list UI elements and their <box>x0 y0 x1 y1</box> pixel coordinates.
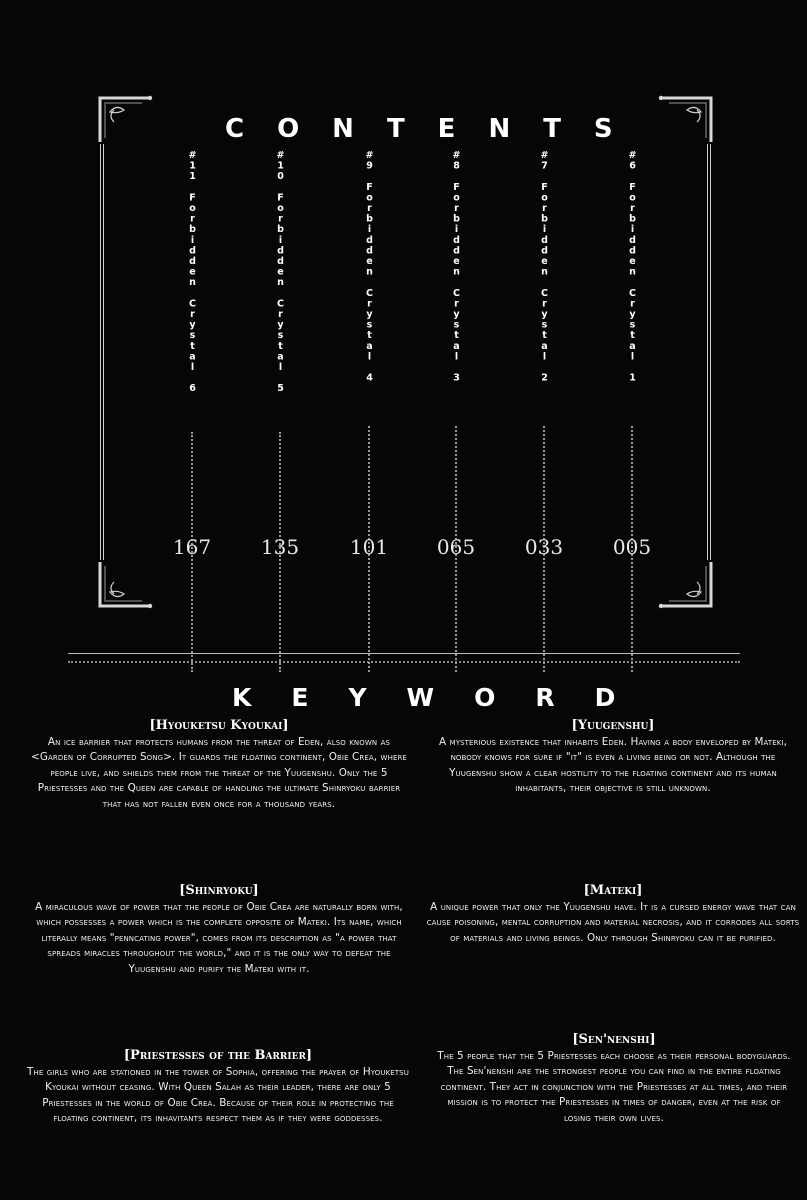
frame-right-line <box>707 144 711 560</box>
keyword-term: [Yuugenshu] <box>571 718 655 733</box>
keyword-title: KEYWORD <box>232 683 656 712</box>
chapter-label: #9 Forbidden Crystal 4 <box>364 150 375 384</box>
keyword-term: [Shinryoku] <box>179 883 259 898</box>
ornament-top-left-icon <box>96 94 154 144</box>
frame-left-line <box>100 144 104 560</box>
chapter-entry <box>268 150 292 394</box>
ornament-top-right-icon <box>657 94 715 144</box>
keyword-description: The 5 people that the 5 Priestesses each choose as their personal bodyguards. The Sen'nenshi are the strongest people you can find in the entire floating continent. They act in conjunction with the Priestesses at all times, and their mission is to protect the Priestesses in times of danger, even at the risk of losing their own lives. <box>437 1050 791 1124</box>
keyword-description: The girls who are stationed in the tower of Sophia, offering the prayer of Hyouketsu Kyoukai without ceasing. With Queen Salah as their leader, there are only 5 Priestesses in the world of Obie Crea. Because of their role in protecting the floating continent, its inhavitants respect them as if they were goddesses. <box>27 1066 409 1125</box>
chapter-label: #8 Forbidden Crystal 3 <box>451 150 462 384</box>
keyword-term: [Priestesses of the Barrier] <box>123 1048 313 1063</box>
ornament-bottom-right-icon <box>657 560 715 610</box>
chapter-page-number: 033 <box>524 535 564 559</box>
keyword-entry <box>28 883 410 977</box>
chapter-label: #11 Forbidden Crystal 6 <box>187 150 198 394</box>
keyword-term: [Mateki] <box>583 883 643 898</box>
keyword-entry <box>26 1048 410 1127</box>
keyword-description: A miraculous wave of power that the people of Obie Crea are naturally born with, which possesses a power which is the complete opposite of Mateki. Its name, which literally means "penncating power", comes from its description as "a power that spreads miracles throughout the world," and it is the only way to defeat the Yuugenshu and purify the Mateki with it. <box>35 901 403 975</box>
keyword-term: [Hyouketsu Kyoukai] <box>149 718 289 733</box>
chapter-label: #6 Forbidden Crystal 1 <box>627 150 638 384</box>
chapter-page-number: 005 <box>612 535 652 559</box>
keyword-description: An ice barrier that protects humans from the threat of Eden, also known as <Garden of Corrupted Song>. It guards the floating continent, Obie Crea, where people live, and shields them from the threat of the Yuugenshu. Only the 5 Priestesses and the Queen are capable of handling the ultimate Shinryoku barrier that has not fallen even once for a thousand years. <box>31 736 407 810</box>
keyword-description: A mysterious existence that inhabits Eden. Having a body enveloped by Mateki, nobody knows for sure if "it" is even a living being or not. Although the Yuugenshu show a clear hostility to the floating continent and its human inhabitants, their objective is still unknown. <box>438 736 788 795</box>
chapter-page-number: 167 <box>172 535 212 559</box>
chapter-label: #10 Forbidden Crystal 5 <box>275 150 286 394</box>
chapter-entry <box>444 150 468 383</box>
chapter-entry <box>180 150 204 394</box>
keyword-entry <box>424 883 802 946</box>
ornament-bottom-left-icon <box>96 560 154 610</box>
chapter-entry <box>357 150 381 383</box>
keyword-description: A unique power that only the Yuugenshu have. It is a cursed energy wave that can cause poisoning, mental corruption and material necrosis, and it corrodes all sorts of materials and living beings. Only through Shinryoku can it be purified. <box>426 901 800 944</box>
chapter-page-number: 135 <box>260 535 300 559</box>
keyword-term: [Sen'nenshi] <box>572 1032 656 1047</box>
keyword-entry <box>436 1032 792 1126</box>
chapter-page-number: 065 <box>436 535 476 559</box>
chapter-entry <box>620 150 644 383</box>
chapter-label: #7 Forbidden Crystal 2 <box>539 150 550 384</box>
keyword-entry <box>28 718 410 812</box>
section-divider <box>68 653 740 663</box>
contents-title: CONTENTS <box>225 114 646 144</box>
chapter-page-number: 101 <box>349 535 389 559</box>
chapter-entry <box>532 150 556 383</box>
keyword-entry <box>428 718 798 797</box>
